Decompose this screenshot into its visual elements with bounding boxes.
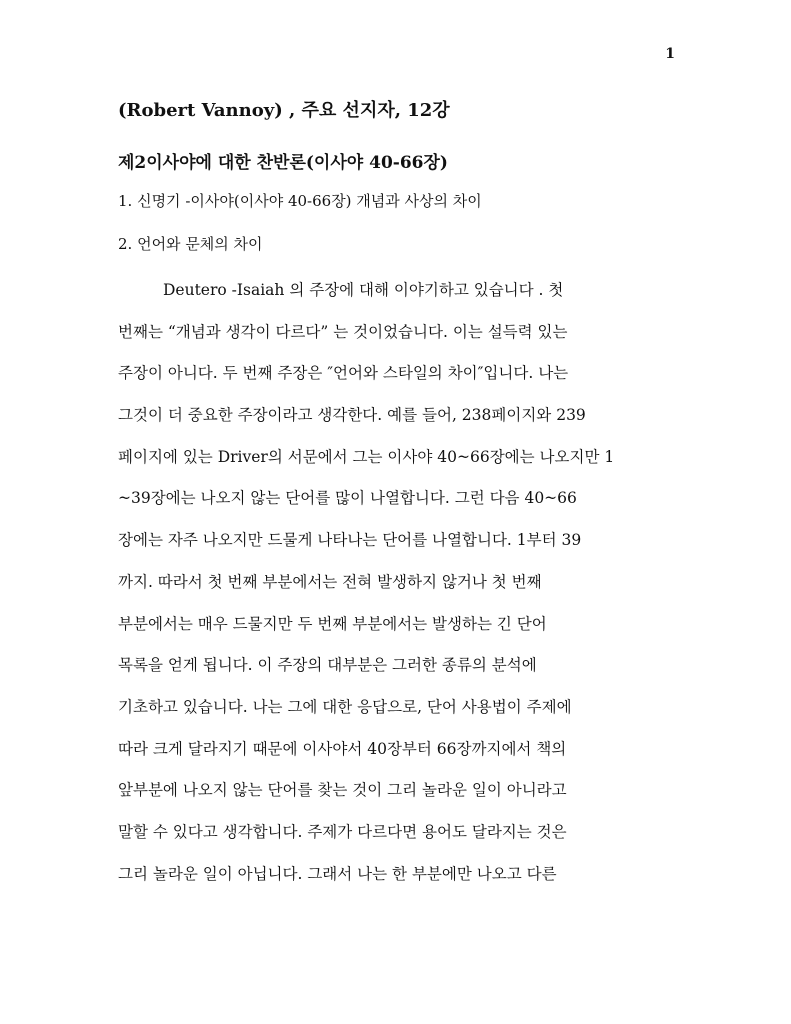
body-line: 기초하고 있습니다. 나는 그에 대한 응답으로, 단어 사용법이 주제에 (118, 697, 572, 716)
body-line: 그리 놀라운 일이 아닙니다. 그래서 나는 한 부분에만 나오고 다른 (118, 864, 557, 883)
body-line: 번째는 “개념과 생각이 다르다” 는 것이었습니다. 이는 설득력 있는 (118, 322, 568, 341)
outline-item-1: 1. 신명기 -이사야(이사야 40-66장) 개념과 사상의 차이 (118, 192, 482, 210)
body-line: ~39장에는 나오지 않는 단어를 많이 나열합니다. 그런 다음 40~66 (118, 489, 577, 508)
body-line: 주장이 아니다. 두 번째 주장은 ″언어와 스타일의 차이″입니다. 나는 (118, 364, 569, 383)
page-number: 1 (665, 46, 675, 62)
body-line: Deutero -Isaiah 의 주장에 대해 이야기하고 있습니다 . 첫 (163, 281, 564, 299)
body-line: 그것이 더 중요한 주장이라고 생각한다. 예를 들어, 238페이지와 239 (118, 406, 586, 425)
body-line: 말할 수 있다고 생각합니다. 주제가 다르다면 용어도 달라지는 것은 (118, 822, 567, 841)
body-line: 부분에서는 매우 드물지만 두 번째 부분에서는 발생하는 긴 단어 (118, 614, 547, 633)
body-line: 따라 크게 달라지기 때문에 이사야서 40장부터 66장까지에서 책의 (118, 739, 567, 758)
body-line: 장에는 자주 나오지만 드물게 나타나는 단어를 나열합니다. 1부터 39 (118, 531, 582, 550)
body-line: 목록을 얻게 됩니다. 이 주장의 대부분은 그러한 종류의 분석에 (118, 656, 537, 675)
body-paragraph (118, 270, 678, 895)
outline-item-2: 2. 언어와 문체의 차이 (118, 235, 263, 253)
document-title: (Robert Vannoy) , 주요 선지자, 12강 (118, 100, 450, 121)
body-line: 까지. 따라서 첫 번째 부분에서는 전혀 발생하지 않거나 첫 번째 (118, 572, 542, 591)
body-line: 페이지에 있는 Driver의 서문에서 그는 이사야 40~66장에는 나오지만 1 (118, 447, 615, 466)
document-subtitle: 제2이사야에 대한 찬반론(이사야 40-66장) (118, 153, 448, 173)
body-line: 앞부분에 나오지 않는 단어를 찾는 것이 그리 놀라운 일이 아니라고 (118, 781, 567, 800)
